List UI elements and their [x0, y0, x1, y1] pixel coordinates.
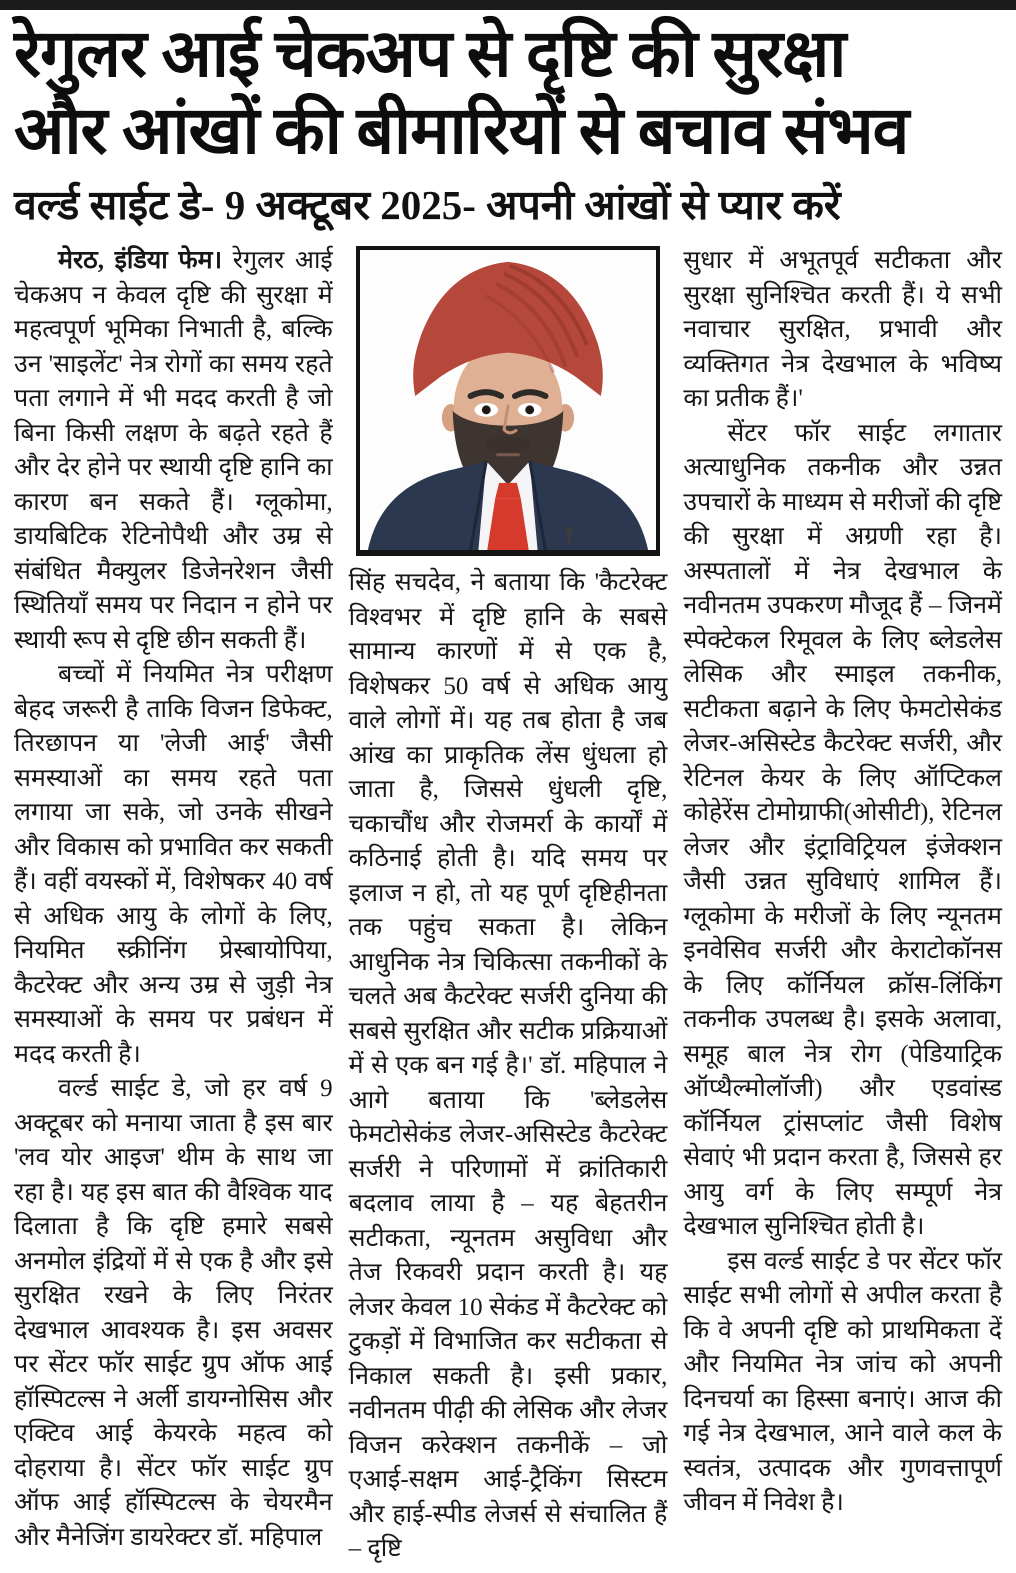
article-paragraph [14, 244, 333, 658]
article-paragraph: बच्चों में नियमित नेत्र परीक्षण बेहद जरूरी है ताकि विजन डिफेक्ट, तिरछापन या 'लेजी आई' जैसी समस्याओं का समय रहते पता लगाया जा सके, जो उनके सीखने और विकास को प्रभावित कर सकती हैं। वहीं वयस्कों में, विशेषकर 40 वर्ष से अधिक आयु के लोगों के लिए, नियमित स्क्रीनिंग प्रेस्बायोपिया, कैटरेक्ट और अन्य उम्र से जुड़ी नेत्र समस्याओं के समय पर प्रबंधन में मदद करती है। [14, 661, 333, 1068]
article-paragraph: इस वर्ल्ड साईट डे पर सेंटर फॉर साईट सभी लोगों से अपील करता है कि वे अपनी दृष्टि को प्राथमिकता दें और नियमित नेत्र जांच को अपनी दिनचर्या का हिस्सा बनाएं। आज की गई नेत्र देखभाल, आने वाले कल के स्वतंत्र, उत्पादक और गुणवत्तापूर्ण जीवन में निवेश है। [683, 1247, 1003, 1516]
portrait-illustration [360, 250, 656, 550]
headline-line-2: और आंखों की बीमारियों से बचाव संभव [14, 95, 909, 168]
article-paragraph: वर्ल्ड साईट डे, जो हर वर्ष 9 अक्टूबर को मनाया जाता है इस बार 'लव योर आइज' थीम के साथ जा रहा है। यह इस बात की वैश्विक याद दिलाता है कि दृष्टि हमारे सबसे अनमोल इंद्रियों में से एक है और इसे सुरक्षित रखने के लिए निरंतर देखभाल आवश्यक है। इस अवसर पर सेंटर फॉर साईट ग्रुप ऑफ आई हॉस्पिटल्स ने अर्ली डायग्नोसिस और एक्टिव आई केयरके महत्व को दोहराया है। सेंटर फॉर साईट ग्रुप ऑफ आई हॉस्पिटल्स के चेयरमैन और मैनेजिंग डायरेक्टर डॉ. महिपाल [14, 1075, 333, 1551]
headline [14, 16, 1002, 170]
article-paragraph: सेंटर फॉर साईट लगातार अत्याधुनिक तकनीक और उन्नत उपचारों के माध्यम से मरीजों की दृष्टि की सुरक्षा में अग्रणी रहा है। अस्पतालों में नेत्र देखभाल के नवीनतम उपकरण मौजूद हैं – जिनमें स्पेक्टेकल रिमूवल के लिए ब्लेडलेस लेसिक और स्माइल तकनीक, सटीकता बढ़ाने के लिए फेमटोसेकंड लेजर-असिस्टेड कैटरेक्ट सर्जरी, और रेटिनल केयर के लिए ऑप्टिकल कोहेरेंस टोमोग्राफी(ओसीटी), रेटिनल लेजर और इंट्राविट्रियल इंजेक्शन जैसी उन्नत सुविधाएं शामिल हैं। ग्लूकोमा के मरीजों के लिए न्यूनतम इनवेसिव सर्जरी और केराटोकॉनस के लिए कॉर्नियल क्रॉस-लिंकिंग तकनीक उपलब्ध है। इसके अलावा, समूह बाल नेत्र रोग (पेडियाट्रिक ऑप्थैल्मोलॉजी) और एडवांस्ड कॉर्नियल ट्रांसप्लांट जैसी विशेष सेवाएं भी प्रदान करता है, जिससे हर आयु वर्ग के लिए सम्पूर्ण नेत्र देखभाल सुनिश्चित होती है। [683, 419, 1003, 1240]
article-paragraph: सिंह सचदेव, ने बताया कि 'कैटरेक्ट विश्वभर में दृष्टि हानि के सबसे सामान्य कारणों में से एक है, विशेषकर 50 वर्ष से अधिक आयु वाले लोगों में। यह तब होता है जब आंख का प्राकृतिक लेंस धुंधला हो जाता है, जिससे धुंधली दृष्टि, चकाचौंध और रोजमर्रा के कार्यों में कठिनाई होती है। यदि समय पर इलाज न हो, तो यह पूर्ण दृष्टिहीनता तक पहुंच सकता है। लेकिन आधुनिक नेत्र चिकित्सा तकनीकों के चलते अब कैटरेक्ट सर्जरी दुनिया की सबसे सुरक्षित और सटीक प्रक्रियाओं में से एक बन गई है।' डॉ. महिपाल ने आगे बताया कि 'ब्लेडलेस फेमटोसेकंड लेजर-असिस्टेड कैटरेक्ट सर्जरी ने परिणामों में क्रांतिकारी बदलाव लाया है – यह बेहतरीन सटीकता, न्यूनतम असुविधा और तेज रिकवरी प्रदान करती है। यह लेजर केवल 10 सेकंड में कैटरेक्ट को टुकड़ों में विभाजित कर सटीकता से निकाल सकती है। इसी प्रकार, नवीनतम पीढ़ी की लेसिक और लेजर विजन करेक्शन तकनीकें – जो एआई-सक्षम आई-ट्रैकिंग सिस्टम और हाई-स्पीड लेजर्स से संचालित हैं – दृष्टि [348, 569, 668, 1562]
headline-line-1: रेगुलर आई चेकअप से दृष्टि की सुरक्षा [14, 18, 846, 91]
paragraph-text: रेगुलर आई चेकअप न केवल दृष्टि की सुरक्षा में महत्वपूर्ण भूमिका निभाती है, बल्कि उन 'साइलेंट' नेत्र रोगों का समय रहते पता लगाने में भी मदद करती है जो बिना किसी लक्षण के बढ़ते रहते हैं और देर होने पर स्थायी दृष्टि हानि का कारण बन सकते हैं। ग्लूकोमा, डायबिटिक रेटिनोपैथी और उम्र से संबंधित मैक्युलर डिजेनरेशन जैसी स्थितियाँ समय पर निदान न होने पर स्थायी रूप से दृष्टि छीन सकती हैं। [14, 247, 333, 654]
column-3 [683, 244, 1002, 1567]
dateline: मेरठ, इंडिया फेम। [58, 247, 223, 274]
article-body [0, 228, 1016, 1567]
subheadline: वर्ल्ड साईट डे- 9 अक्टूबर 2025- अपनी आंखों से प्यार करें [14, 182, 841, 228]
article-paragraph: सुधार में अभूतपूर्व सटीकता और सुरक्षा सुनिश्चित करती हैं। ये सभी नवाचार सुरक्षित, प्रभावी और व्यक्तिगत नेत्र देखभाल के भविष्य का प्रतीक हैं।' [683, 247, 1003, 412]
top-rule [0, 0, 1016, 10]
column-2 [349, 244, 668, 1567]
portrait-photo [356, 246, 660, 556]
column-1 [14, 244, 333, 1567]
